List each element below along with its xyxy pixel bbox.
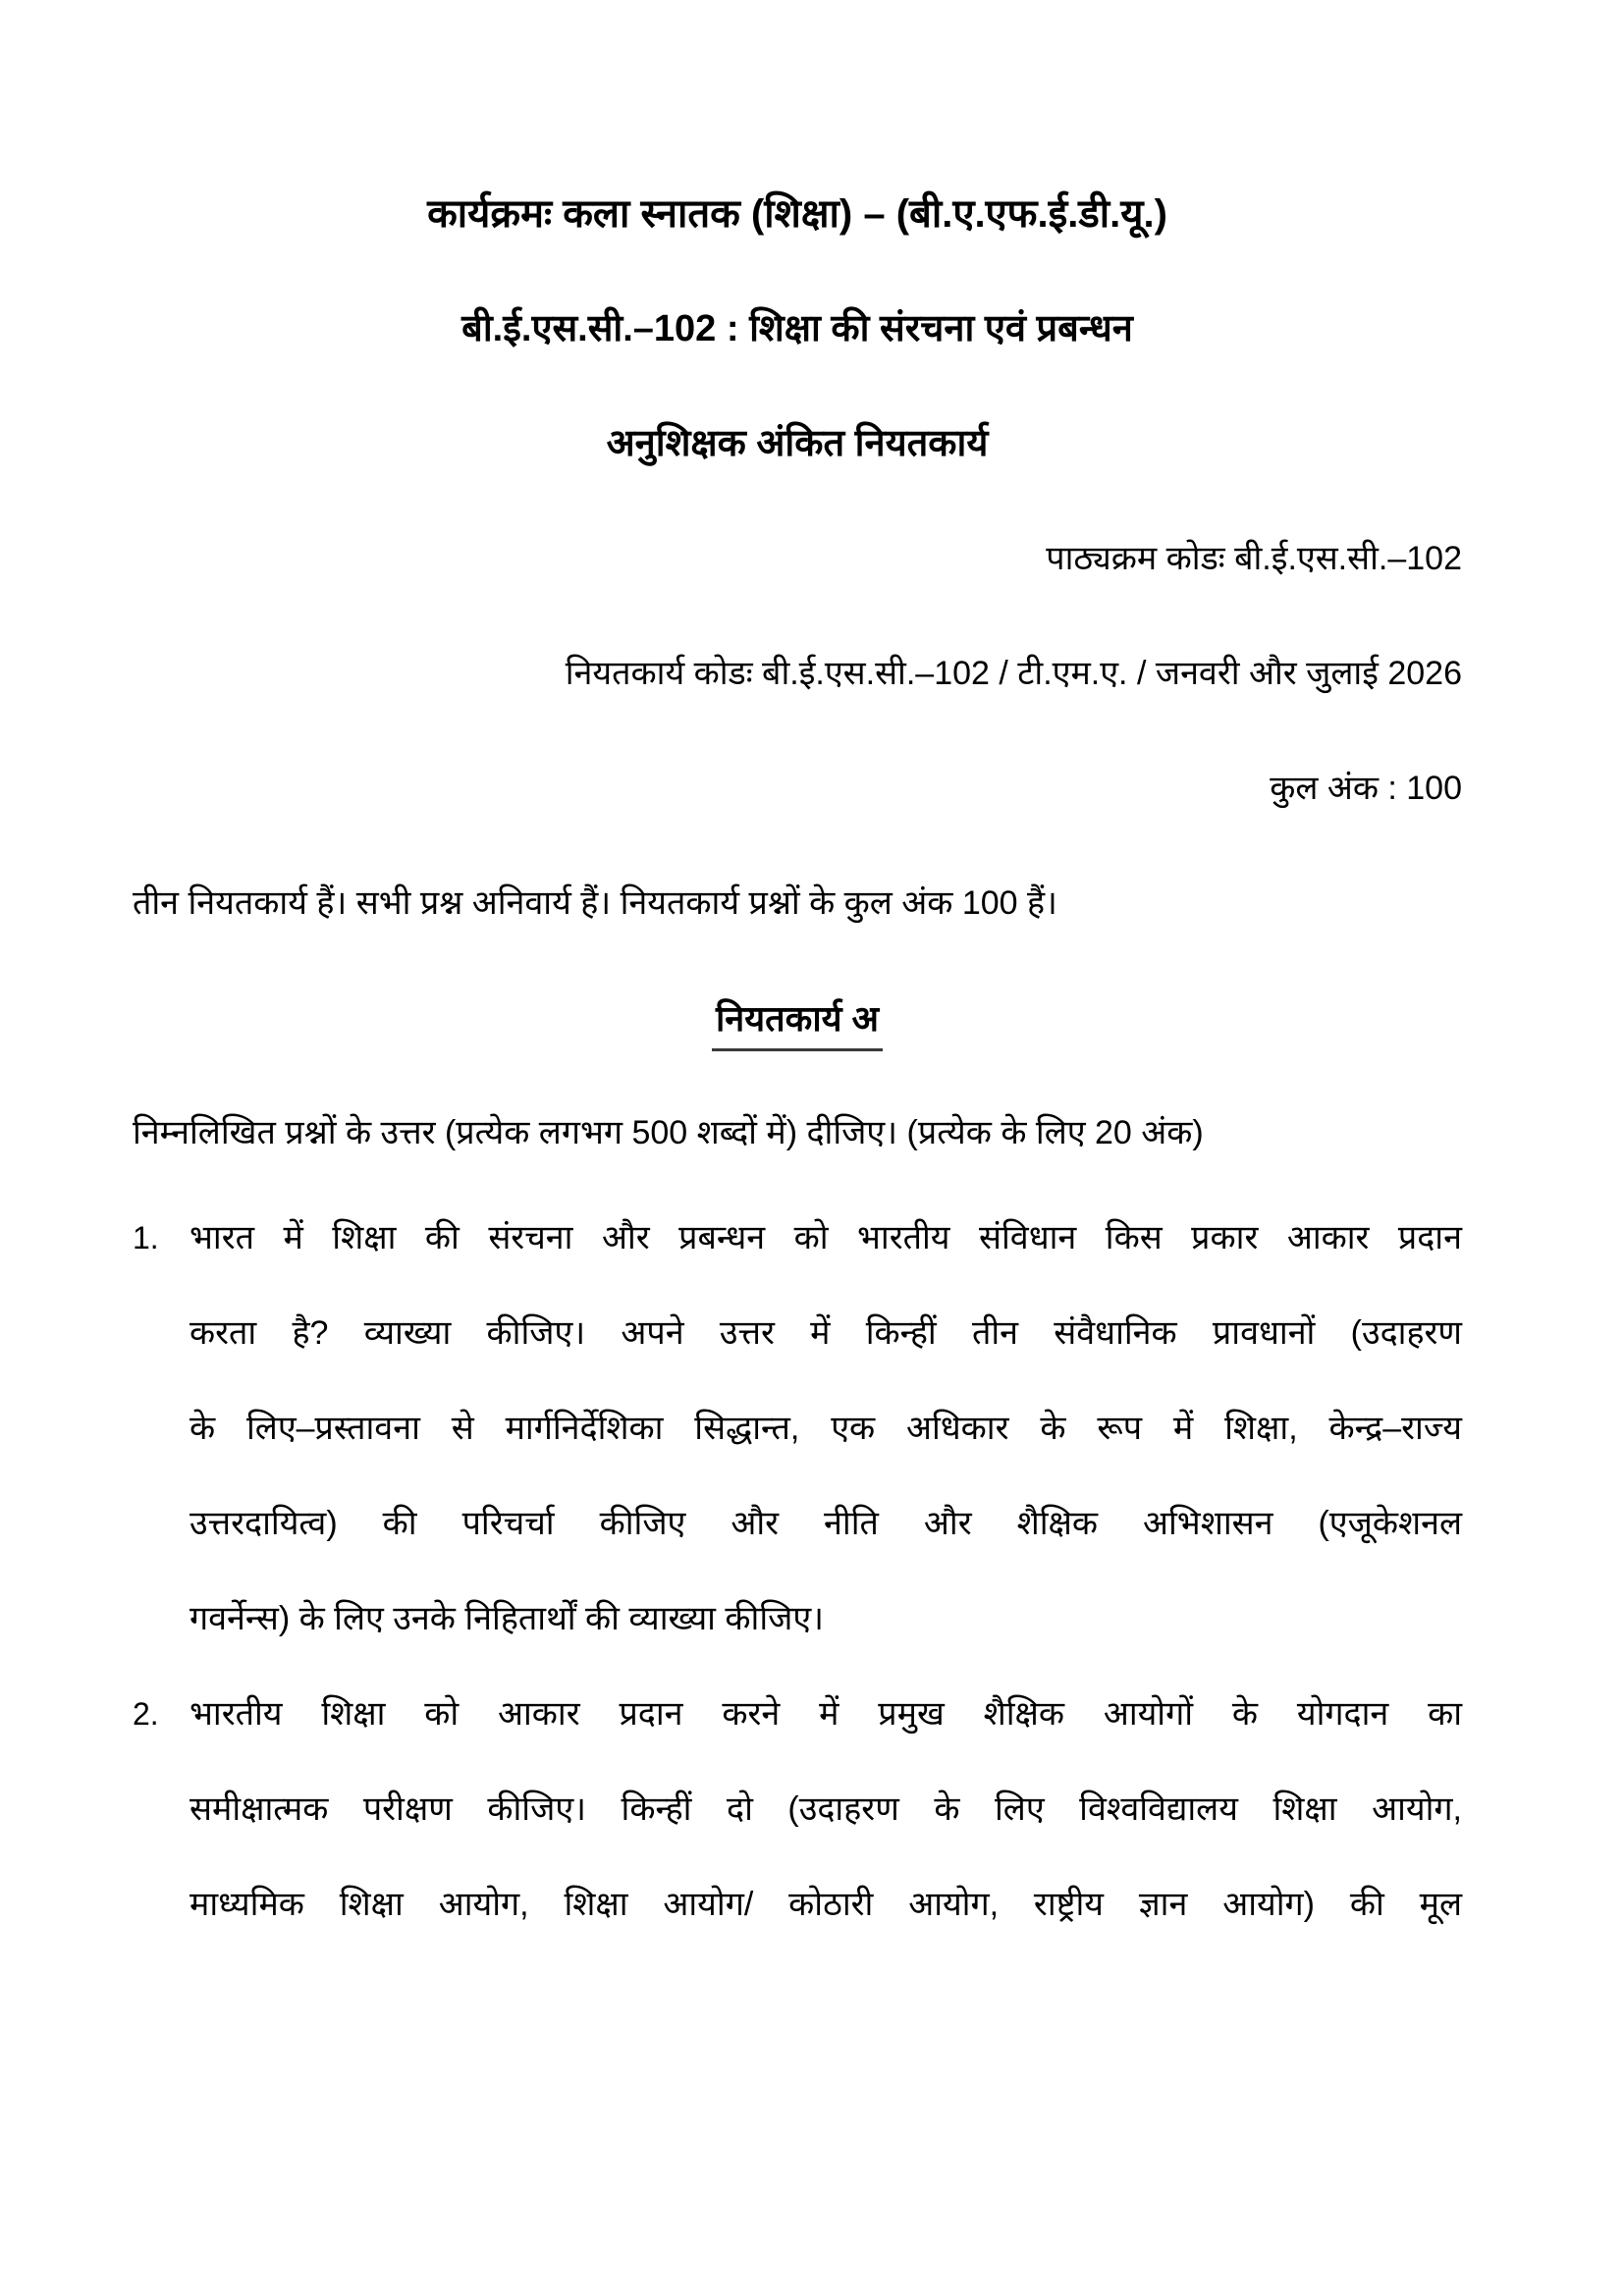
course-title-line: बी.ई.एस.सी.–102 : शिक्षा की संरचना एवं प्रबन्धन	[461, 308, 1133, 349]
question-line: माध्यमिक शिक्षा आयोग, शिक्षा आयोग/ कोठारी आयोग, राष्ट्रीय ज्ञान आयोग) की मूल	[189, 1886, 1462, 1923]
program-title: कार्यक्रमः कला स्नातक (शिक्षा) – (बी.ए.एफ.ई.डी.यू.)	[427, 192, 1167, 236]
question-line: के लिए–प्रस्तावना से मार्गनिर्देशिका सिद्धान्त, एक अधिकार के रूप में शिक्षा, केन्द्र–राज्य	[189, 1410, 1462, 1447]
question-line: करता है? व्याख्या कीजिए। अपने उत्तर में किन्हीं तीन संवैधानिक प्रावधानों (उदाहरण	[189, 1314, 1462, 1352]
assignment-type-line: अनुशिक्षक अंकित नियतकार्य	[606, 423, 989, 464]
section-heading	[133, 961, 1462, 1076]
question-number: 1.	[133, 1220, 159, 1255]
question-text	[189, 1667, 1462, 1952]
question-line: उत्तरदायित्व) की परिचर्चा कीजिए और नीति और शैक्षिक अभिशासन (एजूकेशनल	[189, 1505, 1462, 1542]
course-code-line: पाठ्यक्रम कोडः बी.ई.एस.सी.–102	[1046, 540, 1462, 577]
section-instruction: निम्नलिखित प्रश्नों के उत्तर (प्रत्येक लगभग 500 शब्दों में) दीजिए। (प्रत्येक के लिए 20 अंक)	[133, 1114, 1204, 1151]
question-text	[189, 1191, 1462, 1667]
question-number: 2.	[133, 1696, 159, 1732]
question-line: गवर्नेन्स) के लिए उनके निहितार्थों की व्याख्या कीजिए।	[189, 1600, 825, 1637]
question-item-1	[133, 1191, 1462, 1667]
question-line: समीक्षात्मक परीक्षण कीजिए। किन्हीं दो (उदाहरण के लिए विश्वविद्यालय शिक्षा आयोग,	[189, 1790, 1462, 1828]
question-line: भारतीय शिक्षा को आकार प्रदान करने में प्रमुख शैक्षिक आयोगों के योगदान का	[189, 1695, 1462, 1733]
intro-line: तीन नियतकार्य हैं। सभी प्रश्न अनिवार्य हैं। नियतकार्य प्रश्नों के कुल अंक 100 हैं।	[133, 884, 1057, 922]
section-heading-text: नियतकार्य अ	[712, 998, 883, 1051]
total-marks-line: कुल अंक : 100	[1270, 770, 1462, 807]
question-line: भारत में शिक्षा की संरचना और प्रबन्धन को भारतीय संविधान किस प्रकार आकार प्रदान	[189, 1219, 1462, 1256]
question-item-2	[133, 1667, 1462, 1952]
assignment-code-line: नियतकार्य कोडः बी.ई.एस.सी.–102 / टी.एम.ए. / जनवरी और जुलाई 2026	[565, 655, 1462, 692]
